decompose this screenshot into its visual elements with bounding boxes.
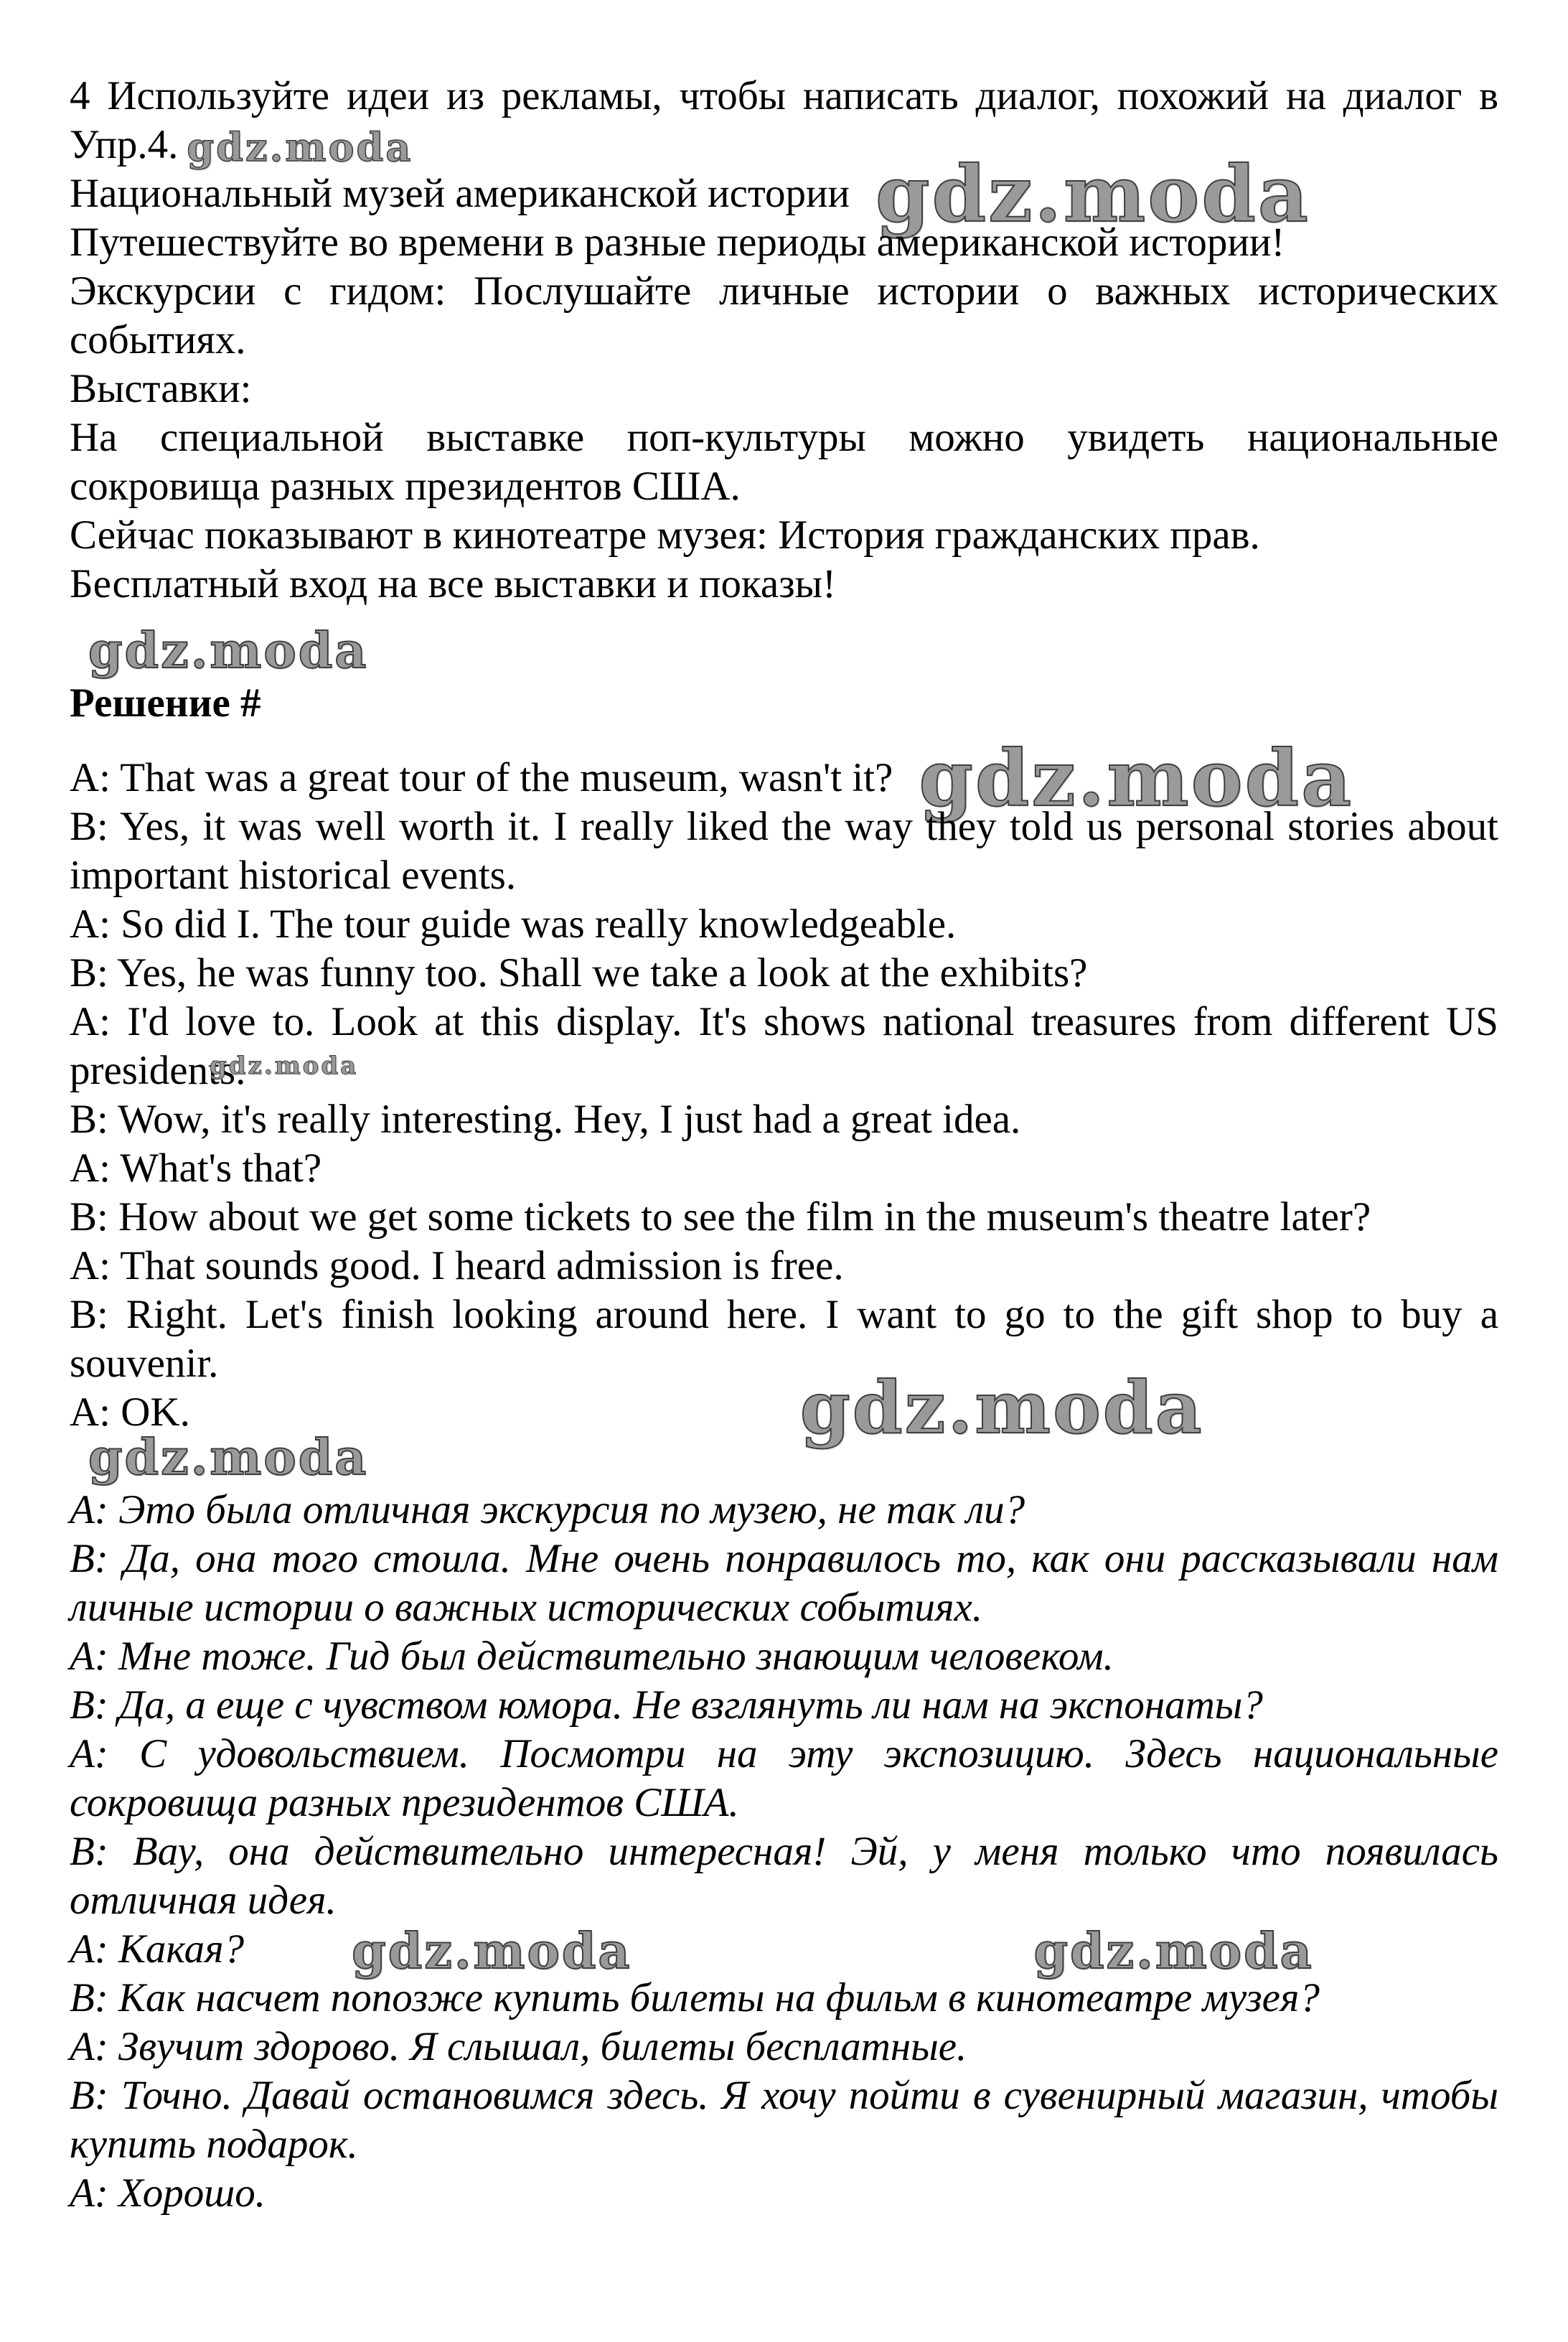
dialog-ru-line: В: Вау, она действительно интересная! Эй, у меня только что появилась отличная идея. [70,1829,1498,1923]
ad-line-exhibitions: Выставки: [70,366,252,411]
dialog-en-line: B: How about we get some tickets to see the film in the museum's theatre later? [70,1194,1371,1240]
dialog-en-text: A: OK. [70,1390,190,1435]
watermark-row [88,1429,1498,1486]
dialog-en-line: A: So did I. The tour guide was really knowledgeable. [70,901,957,947]
dialog-ru-text: А: Какая? [70,1926,245,1972]
watermark-gdz-moda: gdz.moda [1033,1923,1314,1980]
watermark-gdz-moda: gdz.moda [210,1051,359,1080]
ad-line-cinema: Сейчас показывают в кинотеатре музея: История гражданских прав. [70,512,1260,558]
watermark-gdz-moda: gdz.moda [799,1365,1204,1450]
dialog-en-line: B: Right. Let's finish looking around here. I want to go to the gift shop to buy a souvenir. [70,1292,1498,1386]
watermark-gdz-moda: gdz.moda [919,734,1354,824]
dialog-en-line: B: Yes, it was well worth it. I really liked the way they told us personal stories about important historical events. [70,804,1498,898]
watermark-gdz-moda: gdz.moda [88,1429,369,1486]
dialog-en-text: A: I'd love to. Look at this display. It's shows national treasures from different US presidents. [70,999,1498,1093]
dialog-ru-line [70,1923,1498,1980]
dialog-en-line: A: That sounds good. I heard admission is free. [70,1243,844,1288]
watermark-gdz-moda: gdz.moda [875,149,1310,240]
watermark-gdz-moda: gdz.moda [187,124,413,170]
ad-line-travel: Путешествуйте во времени в разные периоды американской истории! [70,220,1285,265]
dialog-ru-line: В: Как насчет попозже купить билеты на фильм в кинотеатре музея? [70,1975,1320,2020]
task-text-line2: Упр.4. [70,122,179,167]
dialog-ru-line: А: Звучит здорово. Я слышал, билеты бесплатные. [70,2024,967,2069]
dialog-ru-line: А: Это была отличная экскурсия по музею, не так ли? [70,1487,1025,1532]
dialog-ru-line: В: Да, она того стоила. Мне очень понравилось то, как они рассказывали нам личные истории о важных исторических событиях. [70,1536,1498,1630]
solution-heading: Решение # [70,680,261,726]
dialog-ru-line: А: Хорошо. [70,2170,266,2216]
dialog-en-line: A: What's that? [70,1146,322,1191]
dialog-ru-line: В: Точно. Давай остановимся здесь. Я хочу пойти в сувенирный магазин, чтобы купить подарок. [70,2073,1498,2167]
watermark-gdz-moda: gdz.moda [88,622,369,680]
dialog-en-line: B: Wow, it's really interesting. Hey, I just had a great idea. [70,1097,1021,1142]
ad-line-free-entry: Бесплатный вход на все выставки и показы! [70,561,836,606]
dialog-ru-line: А: С удовольствием. Посмотри на эту экспозицию. Здесь национальные сокровища разных президентов США. [70,1731,1498,1825]
ad-museum-title-text: Национальный музей американской истории [70,171,850,216]
ad-line-special-exhibit: На специальной выставке поп-культуры можно увидеть национальные сокровища разных президентов США. [70,415,1498,509]
watermark-row [88,622,1498,680]
ad-line-tours: Экскурсии с гидом: Послушайте личные истории о важных исторических событиях. [70,268,1498,362]
dialog-ru-line: А: Мне тоже. Гид был действительно знающим человеком. [70,1634,1114,1679]
dialog-en-line [70,998,1498,1095]
ad-line-museum-title [70,149,1498,240]
task-text-line1: 4 Используйте идеи из рекламы, чтобы написать диалог, похожий на диалог в [70,73,1498,118]
dialog-ru-line: В: Да, а еще с чувством юмора. Не взглянуть ли нам на экспонаты? [70,1682,1263,1728]
dialog-en-text: A: That was a great tour of the museum, wasn't it? [70,755,893,800]
watermark-gdz-moda: gdz.moda [352,1923,632,1980]
dialog-en-line [70,734,1498,824]
dialog-en-line: B: Yes, he was funny too. Shall we take a look at the exhibits? [70,950,1088,996]
